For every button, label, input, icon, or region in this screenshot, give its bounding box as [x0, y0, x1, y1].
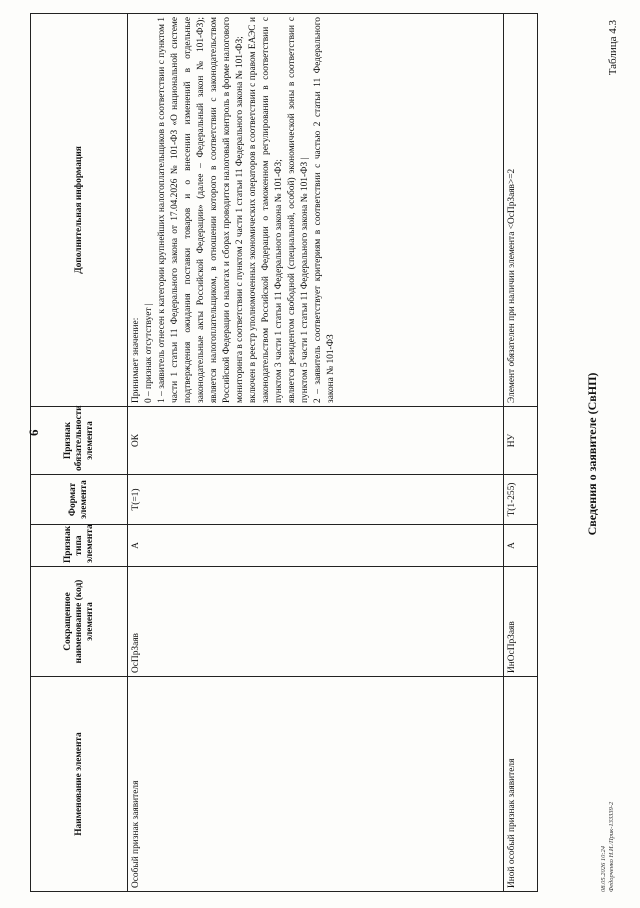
footer-document-id: Федорченко Н.И./Прик-133339-2: [608, 801, 615, 892]
page-number: 6: [26, 429, 41, 436]
footer-timestamp: 08.05.2026 10:24: [600, 845, 607, 892]
info-line: 1 – заявитель отнесен к категории крупнейших налогоплательщиков в соответствии с пунктом 1 части 1 статьи 11 Федерального закона от 17.04.2026 № 101-ФЗ «О национальной системе подтверждения ожидания поставки товаров и о внесении изменений в отдельные законодательные акты Российской Федерации» (далее – Федеральный закон № 101-ФЗ); является налогоплательщиком, в отношении которого в соответствии с законодательством Российской Федерации о налогах и сборах проводится налоговый контроль в форме налогового мониторинга в соответствии с пунктом 2 части 1 статьи 11 Федерального закона № 101-ФЗ;: [157, 17, 245, 403]
cell-element-required: НУ: [504, 407, 538, 475]
header-additional-info: Дополнительная информация: [31, 14, 128, 407]
info-line: Элемент обязателен при наличии элемента <ОсПрЗаяв>=2: [507, 168, 517, 403]
header-element-name: Наименование элемента: [31, 677, 128, 892]
info-line: является резидентом свободной (специальной, особой) экономической зоны в соответствии с пунктом 5 части 1 статьи 11 Федерального закона № 101-ФЗ |: [287, 17, 310, 403]
cell-additional-info: [128, 14, 504, 407]
print-footer: [600, 802, 616, 892]
cell-additional-info: [504, 14, 538, 407]
cell-element-name: Иной особый признак заявителя: [504, 677, 538, 892]
cell-element-type: А: [128, 525, 504, 567]
info-line: 2 – заявитель соответствует критериям в соответствии с частью 2 статьи 11 Федерального закона № 101-ФЗ: [313, 17, 336, 403]
cell-element-code: ИнОсПрЗаяв: [504, 567, 538, 677]
table-header-row: [31, 14, 128, 892]
cell-element-required: ОК: [128, 407, 504, 475]
cell-element-format: Т(1-255): [504, 475, 538, 525]
header-element-required: Признак обязательности элемента: [31, 407, 128, 475]
section-title: Сведения о заявителе (СвНП): [585, 372, 599, 536]
info-line: включен в реестр уполномоченных экономических операторов в соответствии с правом ЕАЭС и законодательством Российской Федерации о таможенном регулировании в соответствии с пунктом 3 части 1 статьи 11 Федерального закона № 101-ФЗ;: [248, 17, 284, 403]
header-element-format: Формат элемента: [31, 475, 128, 525]
table-row: [504, 14, 538, 892]
table-number: Таблица 4.3: [607, 20, 619, 76]
info-line: 0 – признак отсутствует |: [144, 303, 154, 403]
cell-element-code: ОсПрЗаяв: [128, 567, 504, 677]
cell-element-name: Особый признак заявителя: [128, 677, 504, 892]
table-row: [128, 14, 504, 892]
elements-table: [30, 13, 538, 892]
header-element-type: Признак типа элемента: [31, 525, 128, 567]
info-line: Принимает значение:: [131, 317, 141, 403]
header-element-code: Сокращенное наименование (код) элемента: [31, 567, 128, 677]
cell-element-type: А: [504, 525, 538, 567]
cell-element-format: Т(=1): [128, 475, 504, 525]
